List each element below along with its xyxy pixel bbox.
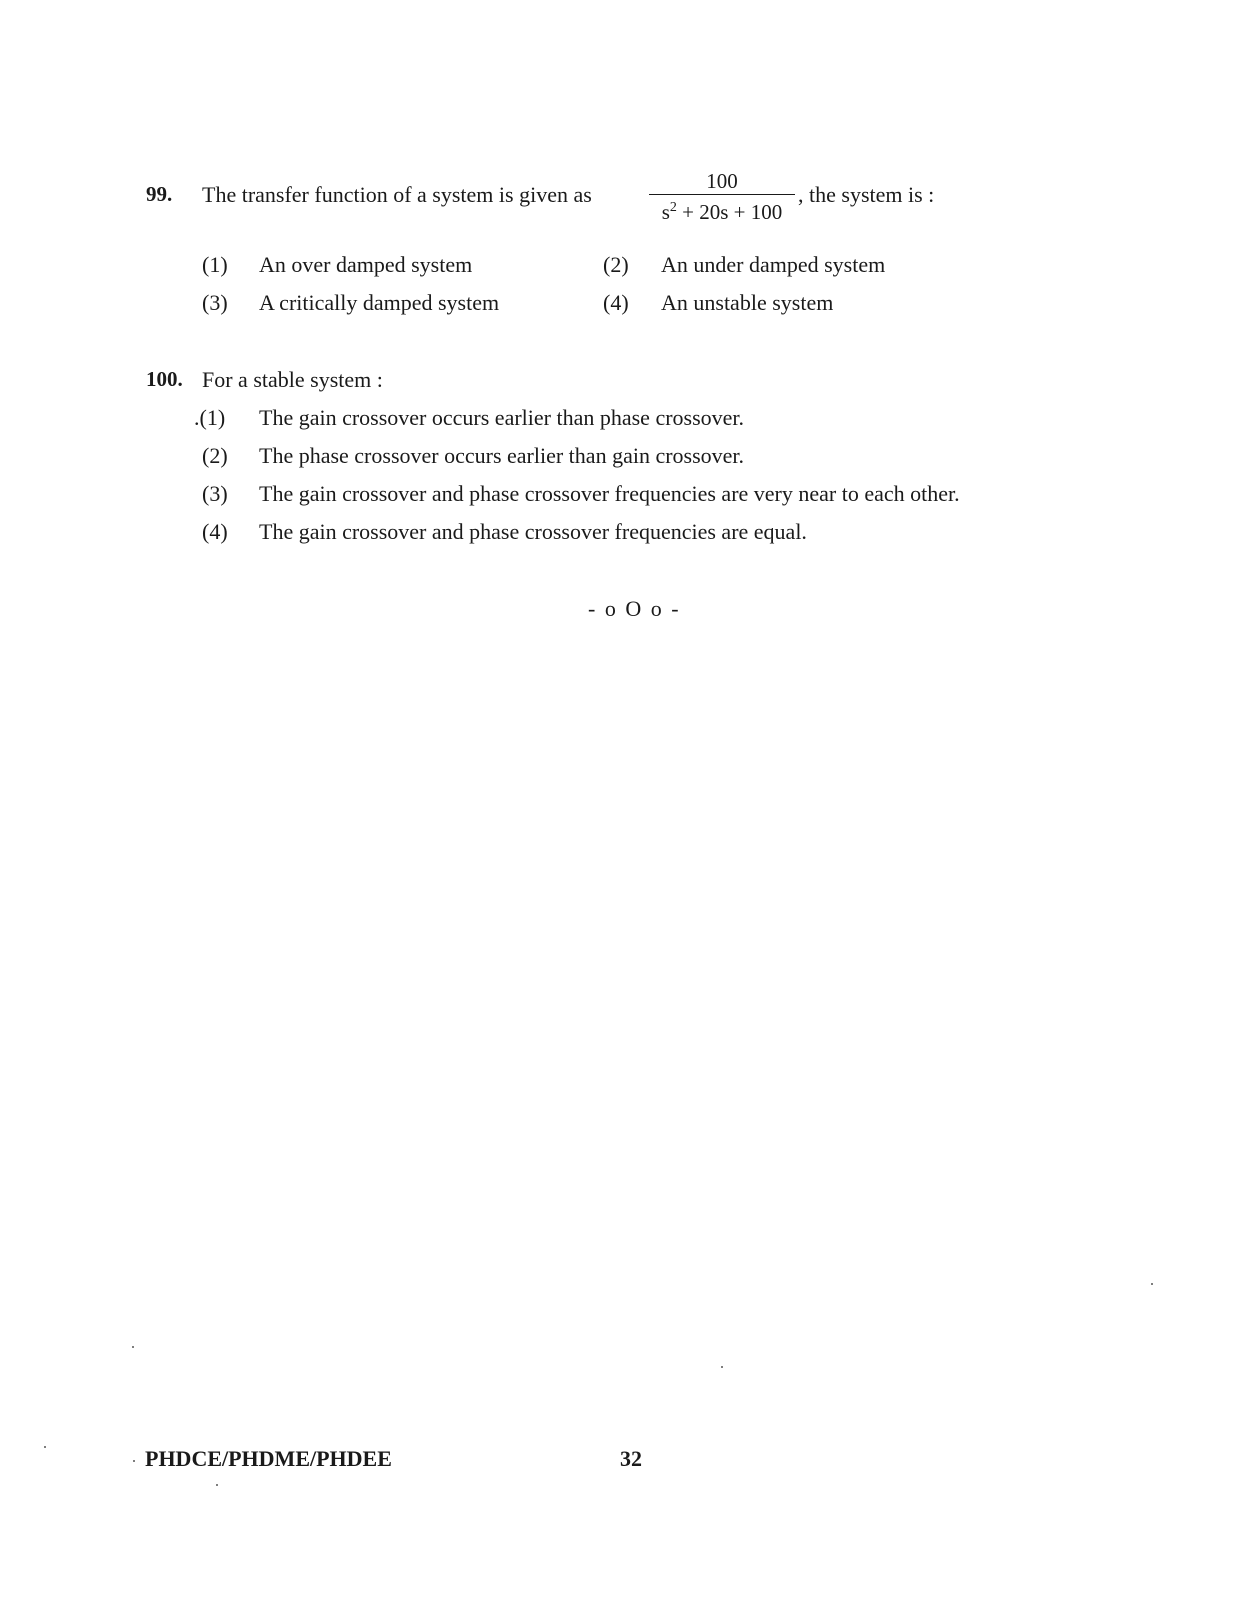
- question-99-text: The transfer function of a system is given as: [202, 182, 592, 207]
- fraction-numerator: 100: [706, 169, 738, 193]
- question-100-number: 100.: [146, 367, 183, 391]
- q100-option-1-number: .(1): [194, 405, 226, 430]
- scan-speck: [721, 1366, 723, 1368]
- q99-option-3-number: (3): [202, 290, 228, 315]
- denominator-base: s: [661, 200, 670, 224]
- q99-option-1-text: An over damped system: [259, 252, 473, 277]
- end-separator: - o O o -: [588, 596, 681, 621]
- footer-page-number: 32: [620, 1446, 642, 1471]
- q99-option-4-text: An unstable system: [661, 290, 834, 315]
- denominator-rest: + 20s + 100: [676, 200, 783, 224]
- q99-option-3-text: A critically damped system: [259, 290, 500, 315]
- transfer-function-fraction: [649, 168, 795, 225]
- scan-speck: [132, 1346, 134, 1348]
- q100-option-4-text: The gain crossover and phase crossover frequencies are equal.: [259, 519, 807, 544]
- scan-speck: [1151, 1283, 1153, 1285]
- q100-option-1-text: The gain crossover occurs earlier than phase crossover.: [259, 405, 745, 430]
- q99-option-1-number: (1): [202, 252, 228, 277]
- q99-option-2-number: (2): [603, 252, 629, 277]
- scan-speck: [216, 1484, 218, 1486]
- question-99-number: 99.: [146, 182, 173, 206]
- scan-speck: [133, 1460, 135, 1462]
- footer-course-code: PHDCE/PHDME/PHDEE: [145, 1446, 392, 1471]
- q100-option-2-text: The phase crossover occurs earlier than gain crossover.: [259, 443, 745, 468]
- question-99-text-after: , the system is :: [798, 182, 935, 207]
- question-100-text: For a stable system :: [202, 367, 383, 392]
- q100-option-2-number: (2): [202, 443, 228, 468]
- q100-option-3-number: (3): [202, 481, 228, 506]
- scan-speck: [44, 1446, 46, 1448]
- fraction-denominator: [649, 195, 795, 225]
- q99-option-4-number: (4): [603, 290, 629, 315]
- q100-option-3-text: The gain crossover and phase crossover frequencies are very near to each other.: [259, 481, 960, 506]
- denominator-exponent: 2: [669, 200, 677, 215]
- q99-option-2-text: An under damped system: [661, 252, 886, 277]
- q100-option-4-number: (4): [202, 519, 228, 544]
